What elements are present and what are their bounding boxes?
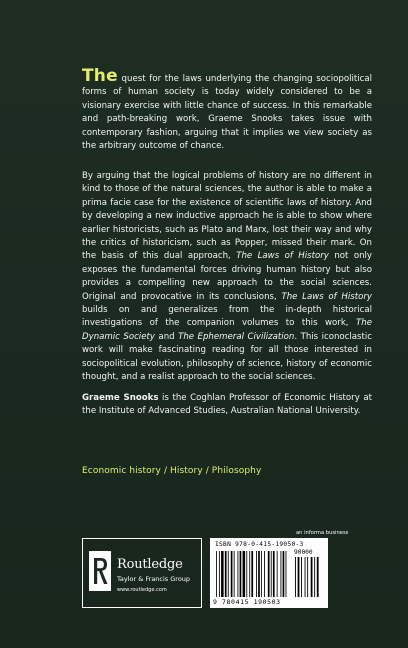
- barcode-icon: [215, 551, 325, 597]
- routledge-r-icon: [89, 551, 111, 591]
- body-part-3: builds on and generalizes from the in-depth historical investigations of the companion volumes to this work,: [82, 305, 372, 329]
- author-bio: [82, 392, 372, 419]
- publisher-group: Taylor & Francis Group: [117, 575, 191, 583]
- ean-digits: 9 780415 190503: [213, 598, 281, 606]
- informa-tagline: an informa business: [296, 530, 349, 536]
- publisher-name: Routledge: [117, 557, 183, 572]
- intro-paragraph: [82, 66, 372, 153]
- publisher-logo-box: [82, 538, 202, 608]
- body-part-5: . This iconoclastic work will make fascinating reading for all those interested in sociopolitical evolution, philosophy of science, history of economic thought, and a realist approach to the social sciences.: [82, 331, 373, 383]
- author-bio-text: is the Coghlan Professor of Economic History at the Institute of Advanced Studies, Australian National University.: [82, 393, 373, 417]
- publisher-url: www.routledge.com: [117, 587, 167, 593]
- companion-title: The Ephemeral Civilization: [178, 331, 295, 342]
- body-part-4: and: [154, 331, 179, 342]
- intro-text: quest for the laws underlying the changing sociopolitical forms of human society is today widely considered to be a visionary exercise with little chance of success. In this remarkable and path-breaking work, Graeme Snooks takes issue with contemporary fashion, arguing that it implies we view society as the arbitrary outcome of chance.: [82, 74, 372, 152]
- subject-categories: Economic history / History / Philosophy: [82, 466, 262, 476]
- body-part-2: not only exposes the fundamental forces driving human history but also provides a compelling new approach to the social sciences. Original and provocative in its conclusions,: [82, 251, 372, 302]
- book-title: The Laws of History: [236, 251, 329, 262]
- barcode-box: [210, 538, 328, 608]
- price-code: 90000: [294, 549, 313, 556]
- book-title: The Laws of History: [281, 291, 372, 302]
- dropcap: The: [82, 66, 118, 86]
- companion-title: The Dynamic Society: [82, 318, 372, 342]
- isbn: ISBN 978-0-415-19050-3: [215, 541, 304, 548]
- description-paragraph: [82, 170, 372, 385]
- author-name: Graeme Snooks: [82, 393, 159, 403]
- body-part-1: By arguing that the logical problems of history are no different in kind to those of the natural sciences, the author is able to make a prima facie case for the existence of scientific laws of history. And by developing a new inductive approach he is able to show where earlier historicists, such as Plato and Marx, lost their way and why the critics of historicism, such as Popper, missed their mark. On the basis of this dual approach,: [82, 171, 372, 262]
